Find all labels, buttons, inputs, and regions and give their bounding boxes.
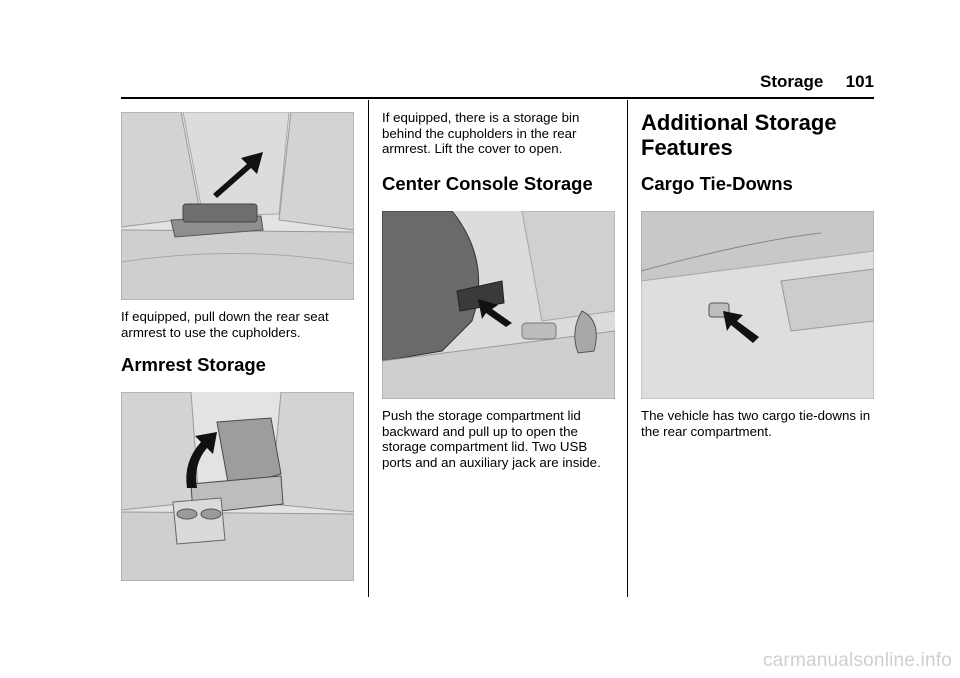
heading-additional-storage-features: Additional Storage Features: [641, 110, 837, 160]
section-title: Storage: [760, 72, 824, 91]
storage-bin-paragraph: If equipped, there is a storage bin behind the cupholders in the rear armrest. Lift the cover to open.: [382, 110, 580, 156]
cargo-tie-downs-paragraph: The vehicle has two cargo tie-downs in the rear compartment.: [641, 408, 871, 439]
header-rule: [121, 97, 874, 99]
watermark: carmanualsonline.info: [762, 650, 952, 671]
cargo-tie-down-illustration: [641, 211, 874, 399]
column-divider: [368, 100, 369, 597]
console-instructions-paragraph: Push the storage compartment lid backward and pull up to open the storage compartment lid. Two USB ports and an auxiliary jack are inside.: [382, 408, 601, 470]
column-divider: [627, 100, 628, 597]
center-console-illustration: [382, 211, 615, 399]
heading-center-console-storage: Center Console Storage: [382, 173, 593, 194]
page-number: 101: [845, 72, 874, 91]
heading-armrest-storage: Armrest Storage: [121, 354, 266, 375]
caption-cupholders: If equipped, pull down the rear seat armrest to use the cupholders.: [121, 309, 329, 340]
heading-cargo-tie-downs: Cargo Tie-Downs: [641, 173, 793, 194]
rear-seat-armrest-illustration: [121, 112, 354, 300]
armrest-storage-illustration: [121, 392, 354, 581]
